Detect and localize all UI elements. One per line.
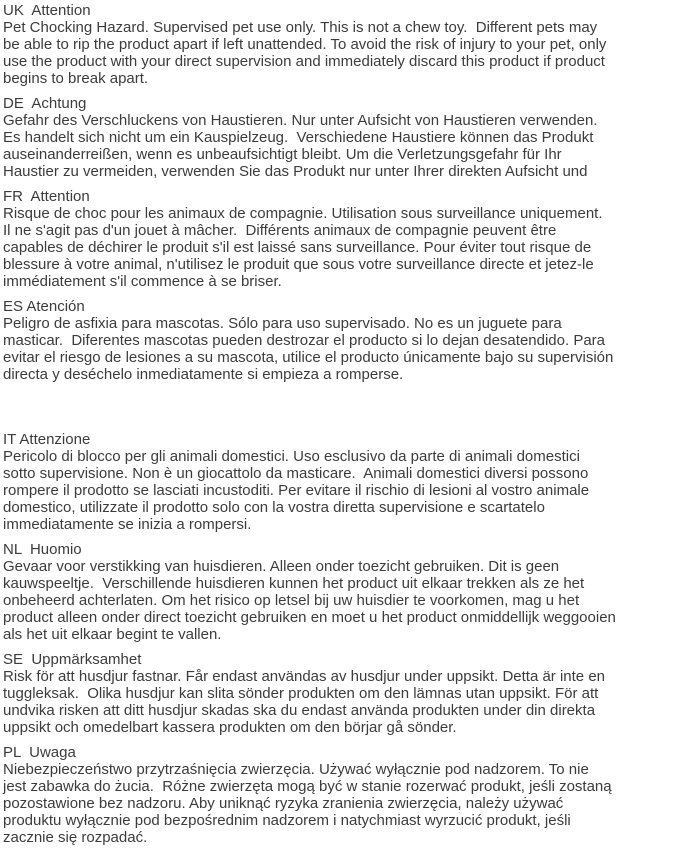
section-heading-nl: NL Huomio bbox=[3, 541, 82, 558]
section-heading-de: DE Achtung bbox=[3, 95, 87, 112]
warning-section-pl bbox=[3, 744, 675, 846]
text-line: capables de déchirer le produit s'il est laissé sans surveillance. Pour éviter tout risque de bbox=[3, 239, 592, 256]
text-line: jest zabawka do żucia. Różne zwierzęta mogą być w stanie rozerwać produkt, jeśli zostaną bbox=[3, 778, 612, 795]
text-line: masticar. Diferentes mascotas pueden destrozar el producto si lo dejan desatendido. Para bbox=[3, 332, 606, 349]
text-line: Gevaar voor verstikking van huisdieren. Alleen onder toezicht gebruiken. Dit is geen bbox=[3, 558, 560, 575]
text-line: uppsikt och omedelbart kassera produkten om den börjar gå sönder. bbox=[3, 719, 457, 736]
text-line: evitar el riesgo de lesiones a su mascota, utilice el producto únicamente bajo su supervisión bbox=[3, 349, 614, 366]
text-line: Gefahr des Verschluckens von Haustieren. Nur unter Aufsicht von Haustieren verwenden. bbox=[3, 112, 598, 129]
text-line: als het uit elkaar begint te vallen. bbox=[3, 626, 222, 643]
text-line: rompere il prodotto se lasciati incustoditi. Per evitare il rischio di lesioni al vostro animale bbox=[3, 482, 590, 499]
text-line: auseinanderreißen, wenn es unbeaufsichtigt bleibt. Um die Verletzungsgefahr für Ihr bbox=[3, 146, 562, 163]
text-line: be able to rip the product apart if left unattended. To avoid the risk of injury to your pet, only bbox=[3, 36, 607, 53]
text-line: tuggleksak. Olika husdjur kan slita sönder produkten om den lämnas utan uppsikt. För att bbox=[3, 685, 599, 702]
warning-section-de bbox=[3, 95, 675, 180]
section-heading-it: IT Attenzione bbox=[3, 431, 91, 448]
text-line: Risque de choc pour les animaux de compagnie. Utilisation sous surveillance uniquement. bbox=[3, 205, 603, 222]
text-line: sotto supervisione. Non è un giocattolo da masticare. Animali domestici diversi possono bbox=[3, 465, 589, 482]
section-heading-uk: UK Attention bbox=[3, 2, 91, 19]
text-line: produktu wyłącznie pod bezpośrednim nadzorem i natychmiast wyrzucić produkt, jeśli bbox=[3, 812, 571, 829]
text-line: kauwspeeltje. Verschillende huisdieren kunnen het product uit elkaar trekken als ze het bbox=[3, 575, 585, 592]
text-line: Pet Chocking Hazard. Supervised pet use only. This is not a chew toy. Different pets may bbox=[3, 19, 598, 36]
text-line: immediatamente se inizia a rompersi. bbox=[3, 516, 252, 533]
text-line: begins to break apart. bbox=[3, 70, 149, 87]
text-line: Il ne s'agit pas d'un jouet à mâcher. Différents animaux de compagnie peuvent être bbox=[3, 222, 557, 239]
text-line: undvika risken att ditt husdjur skadas ska du endast använda produkten under din direkta bbox=[3, 702, 596, 719]
section-heading-pl: PL Uwaga bbox=[3, 744, 76, 761]
warning-section-se bbox=[3, 651, 675, 736]
section-heading-es: ES Atención bbox=[3, 298, 85, 315]
text-line: Peligro de asfixia para mascotas. Sólo para uso supervisado. No es un juguete para bbox=[3, 315, 562, 332]
warning-section-es bbox=[3, 298, 675, 383]
text-line: use the product with your direct supervision and immediately discard this product if product bbox=[3, 53, 605, 70]
text-line: blessure à votre animal, n'utilisez le produit que sous votre surveillance directe et jetez-le bbox=[3, 256, 594, 273]
text-line: domestico, utilizzate il prodotto solo con la vostra diretta supervisione e scartatelo bbox=[3, 499, 545, 516]
text-line: Pericolo di blocco per gli animali domestici. Uso esclusivo da parte di animali domestici bbox=[3, 448, 580, 465]
text-line: product alleen onder direct toezicht gebruiken en moet u het product onmiddellijk weggooien bbox=[3, 609, 616, 626]
warning-section-it bbox=[3, 431, 675, 533]
warning-section-fr bbox=[3, 188, 675, 290]
text-line: directa y deséchelo inmediatamente si empieza a romperse. bbox=[3, 366, 404, 383]
text-line: Es handelt sich nicht um ein Kauspielzeug. Verschiedene Haustiere können das Produkt bbox=[3, 129, 594, 146]
text-line: Niebezpieczeństwo przytrzaśnięcia zwierzęcia. Używać wyłącznie pod nadzorem. To nie bbox=[3, 761, 589, 778]
text-line: Risk för att husdjur fastnar. Får endast användas av husdjur under uppsikt. Detta är inte en bbox=[3, 668, 605, 685]
text-line: zacznie się rozpadać. bbox=[3, 829, 148, 846]
warning-section-nl bbox=[3, 541, 675, 643]
section-heading-se: SE Uppmärksamhet bbox=[3, 651, 142, 668]
text-line: onbeheerd achterlaten. Om het risico op letsel bij uw huisdier te voorkomen, mag u het bbox=[3, 592, 580, 609]
text-line: pozostawione bez nadzoru. Aby uniknąć ryzyka zranienia zwierzęcia, należy używać bbox=[3, 795, 564, 812]
section-heading-fr: FR Attention bbox=[3, 188, 90, 205]
text-line: Haustier zu vermeiden, verwenden Sie das Produkt nur unter Ihrer direkten Aufsicht und bbox=[3, 163, 588, 180]
text-line: immédiatement s'il commence à se briser. bbox=[3, 273, 282, 290]
warning-section-uk bbox=[3, 2, 675, 87]
